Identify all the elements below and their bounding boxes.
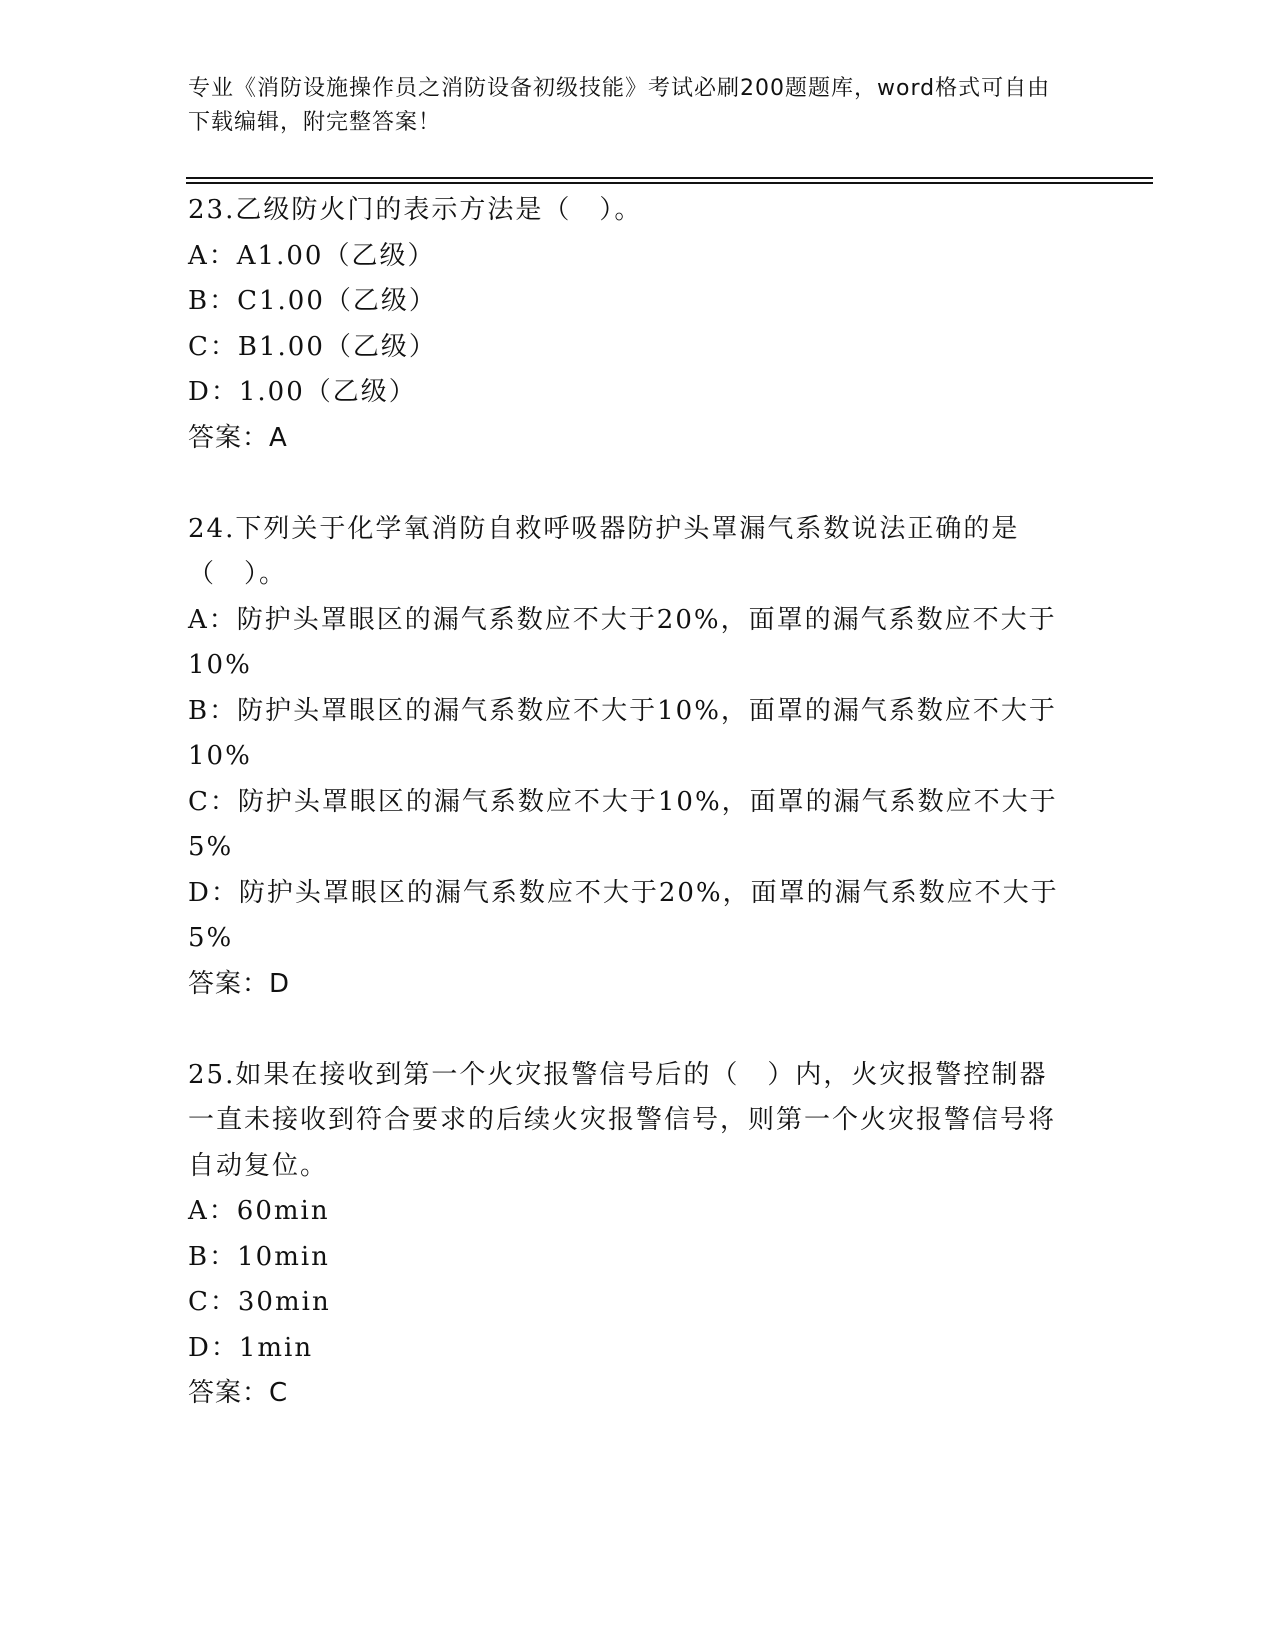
option-d: D：1.00（乙级） <box>188 377 417 407</box>
question-23 <box>188 188 1068 461</box>
option-d: D：防护头罩眼区的漏气系数应不大于20%，面罩的漏气系数应不大于5% <box>188 877 1059 953</box>
question-text: 23.乙级防火门的表示方法是（ ）。 <box>188 195 643 225</box>
option-b: B：10min <box>188 1241 330 1272</box>
question-spacer <box>188 461 1068 507</box>
option-c: C：防护头罩眼区的漏气系数应不大于10%，面罩的漏气系数应不大于5% <box>188 786 1058 862</box>
question-25 <box>188 1053 1068 1417</box>
option-b: B：防护头罩眼区的漏气系数应不大于10%，面罩的漏气系数应不大于10% <box>188 695 1057 771</box>
answer-line: 答案：A <box>188 422 288 453</box>
question-24 <box>188 507 1068 1008</box>
question-spacer <box>188 1007 1068 1053</box>
header-rule-thick <box>186 177 1153 179</box>
option-a: A：60min <box>188 1196 330 1226</box>
answer-line: 答案：C <box>188 1378 289 1408</box>
header-rule-thin <box>186 182 1153 184</box>
option-d: D：1min <box>188 1332 314 1363</box>
question-text: 25.如果在接收到第一个火灾报警信号后的（ ）内，火灾报警控制器一直未接收到符合要求的后续火灾报警信号，则第一个火灾报警信号将自动复位。 <box>188 1059 1057 1181</box>
option-b: B：C1.00（乙级） <box>188 286 437 316</box>
option-a: A：防护头罩眼区的漏气系数应不大于20%，面罩的漏气系数应不大于10% <box>188 604 1057 680</box>
question-list <box>188 188 1068 1417</box>
answer-line: 答案：D <box>188 968 291 999</box>
option-a: A：A1.00（乙级） <box>188 240 436 271</box>
question-text: 24.下列关于化学氧消防自救呼吸器防护头罩漏气系数说法正确的是（ ）。 <box>188 513 1020 589</box>
document-header: 专业《消防设施操作员之消防设备初级技能》考试必刷200题题库，word格式可自由下载编辑，附完整答案！ <box>188 76 1051 135</box>
option-c: C：B1.00（乙级） <box>188 331 437 362</box>
option-c: C：30min <box>188 1287 331 1317</box>
